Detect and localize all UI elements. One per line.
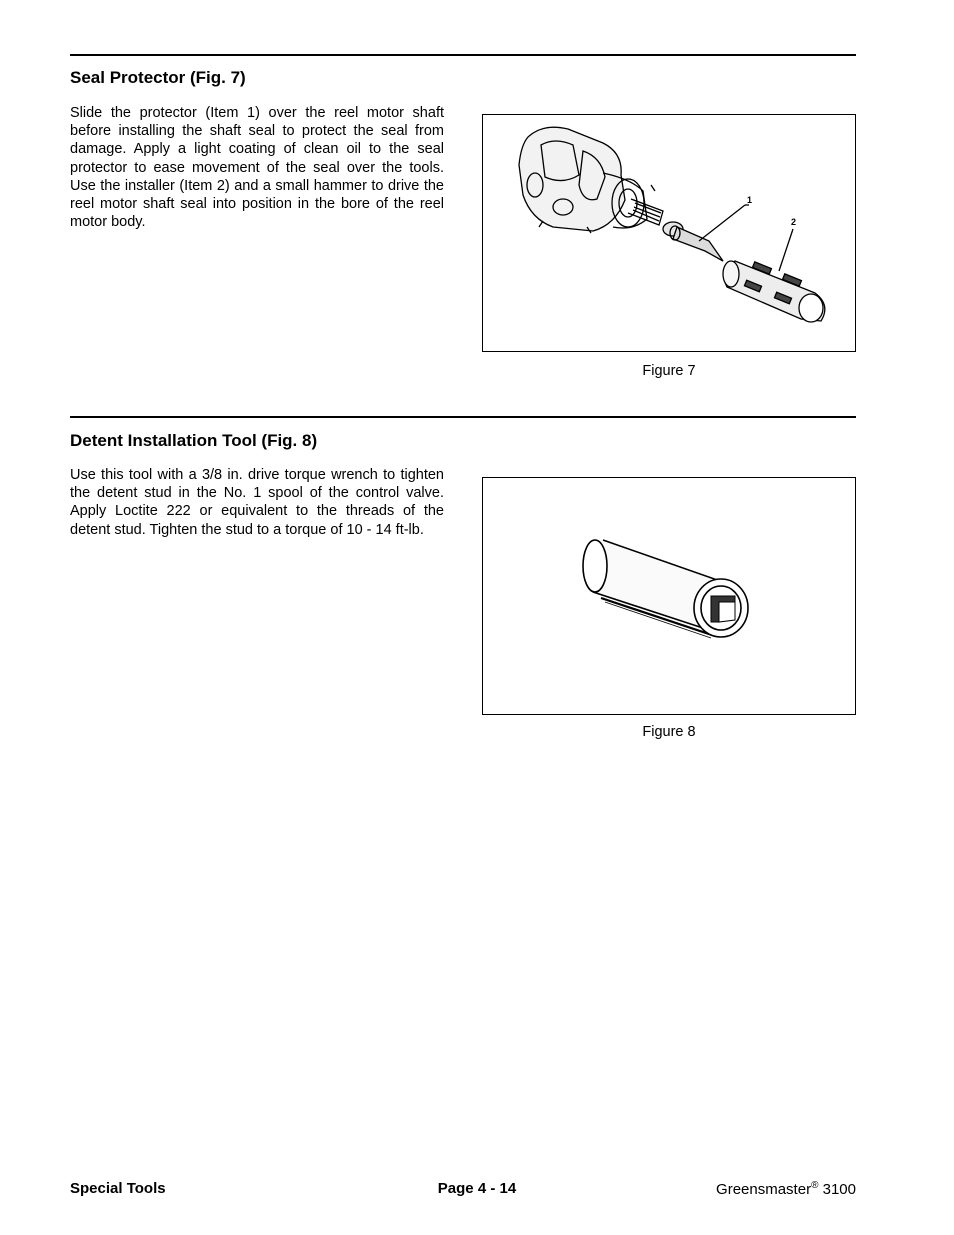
footer-section-name: Special Tools	[70, 1180, 166, 1197]
footer-model: 3100	[818, 1181, 856, 1198]
paragraph-seal-protector: Slide the protector (Item 1) over the reel motor shaft before installing the shaft seal to protect the seal from damage. Apply a light coating of clean oil to the seal protector to ease movement of the seal over the tools. Use the installer (Item 2) and a small hammer to drive the reel motor shaft seal into position in the bore of the reel motor body.	[70, 105, 444, 231]
footer-brand: Greensmaster	[716, 1181, 812, 1198]
figure-7-illustration	[482, 114, 856, 352]
footer-product-name	[716, 1180, 856, 1198]
footer-page-number: Page 4 - 14	[437, 1180, 517, 1197]
section-divider-detent-tool	[70, 416, 856, 418]
heading-seal-protector: Seal Protector (Fig. 7)	[70, 68, 246, 87]
registered-mark: ®	[811, 1180, 819, 1191]
detent-tool-drawing	[483, 478, 855, 714]
callout-1-label: 1	[747, 195, 753, 205]
section-divider-seal-protector	[70, 54, 856, 56]
paragraph-detent-installation-tool: Use this tool with a 3/8 in. drive torque wrench to tighten the detent stud in the No. 1 spool of the control valve. Apply Loctite 222 or equivalent to the threads of the detent stud. Tighten the stud to a torque of 10 - 14 ft-lb.	[70, 467, 444, 538]
figure-8-caption: Figure 8	[642, 724, 696, 740]
callout-2-label: 2	[791, 217, 797, 227]
figure-8-illustration	[482, 477, 856, 715]
heading-detent-installation-tool: Detent Installation Tool (Fig. 8)	[70, 431, 318, 450]
seal-protector-drawing	[483, 115, 855, 351]
figure-7-caption: Figure 7	[642, 363, 696, 379]
